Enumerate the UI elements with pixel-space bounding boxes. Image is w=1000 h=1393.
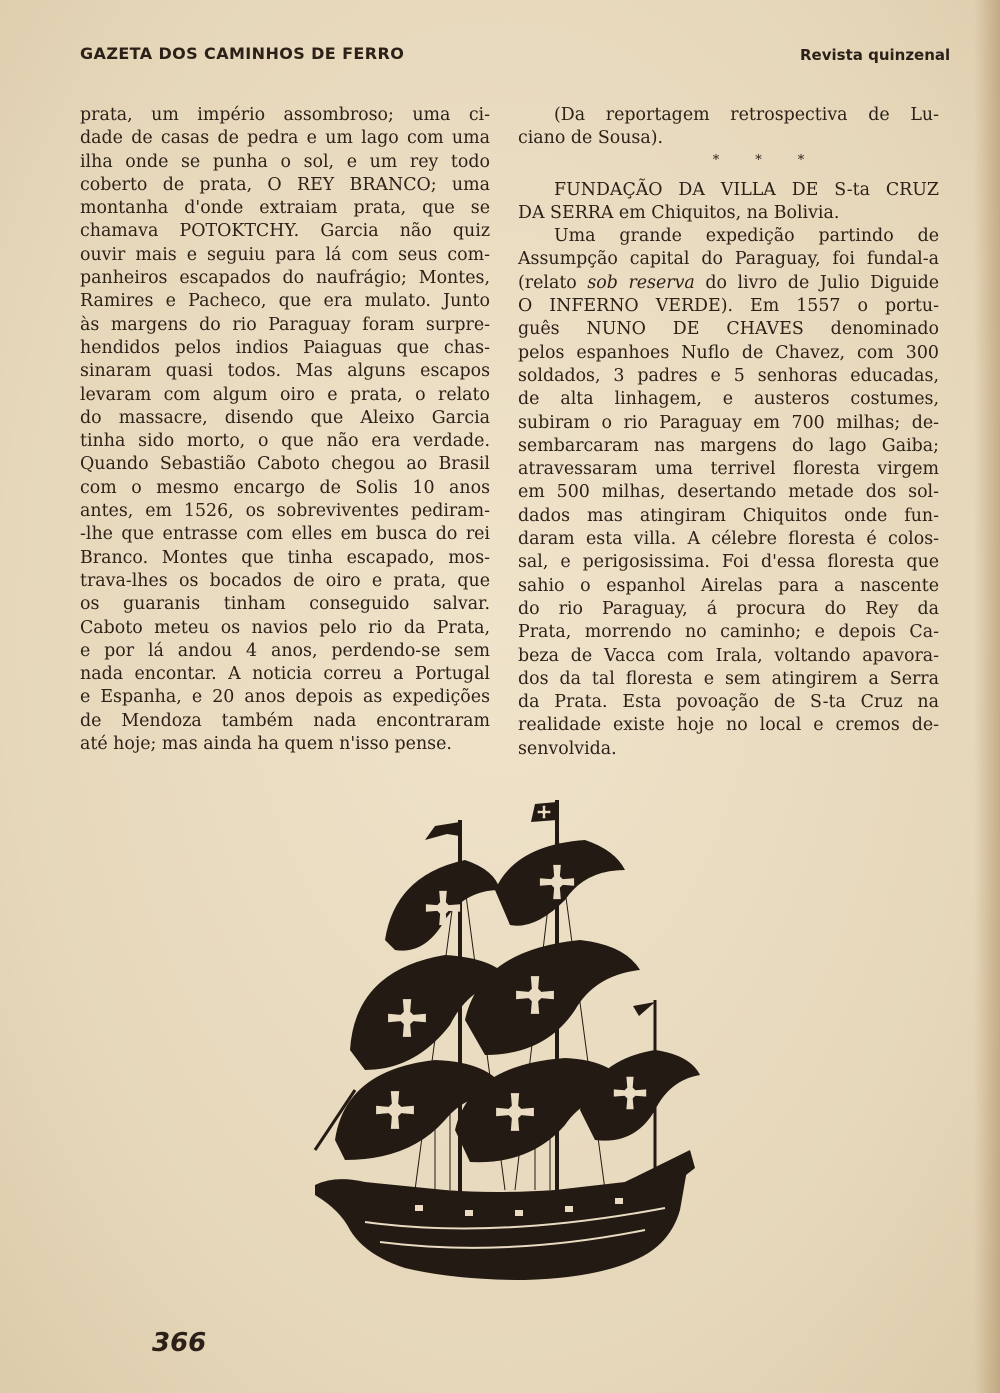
italic-phrase: sob reserva	[587, 272, 695, 293]
text-line: com o mesmo encargo de Solis 10 anos	[80, 477, 490, 498]
text-line: sinaram quasi todos. Mas alguns escapos	[80, 361, 490, 382]
text-line: de Mendoza também nada encontraram	[80, 710, 490, 731]
text-line: daram esta villa. A célebre floresta é colos-	[518, 529, 939, 550]
separator-star: *	[712, 152, 720, 168]
text-line: sembarcaram nas margens do lago Gaiba;	[518, 435, 939, 456]
text-line: ilha onde se punha o sol, e um rey todo	[80, 151, 490, 172]
text-line: da Prata. Esta povoação de S-ta Cruz na	[518, 692, 939, 713]
running-header-subtitle: Revista quinzenal	[800, 46, 951, 64]
running-header-title: GAZETA DOS CAMINHOS DE FERRO	[80, 44, 405, 63]
text-line: Prata, morrendo no caminho; e depois Ca-	[518, 622, 939, 643]
section-separator	[518, 151, 939, 171]
text-line: de alta linhagem, e austeros costumes,	[518, 389, 939, 410]
text-line: beza de Vacca com Irala, voltando apavora-	[518, 645, 939, 666]
section-heading: FUNDAÇÃO DA VILLA DE S-ta CRUZ	[554, 179, 939, 200]
text-line: sahio o espanhol Airelas para a nascente	[518, 575, 939, 596]
separator-star: *	[797, 152, 805, 168]
text-line: senvolvida.	[518, 738, 617, 759]
text-line: pelos espanhoes Nuflo de Chavez, com 300	[518, 342, 939, 363]
text-line: atravessaram uma terrivel floresta virgem	[518, 459, 939, 480]
text-line: Ramires e Pacheco, que era mulato. Junto	[80, 291, 490, 312]
text-line: ouvir mais e seguiu para lá com seus com-	[80, 244, 490, 265]
separator-star: *	[755, 152, 762, 168]
text-line: tinha sido morto, o que não era verdade.	[80, 431, 490, 452]
text-line: chamava POTOKTCHY. Garcia não quiz	[80, 221, 490, 242]
left-column	[80, 104, 490, 756]
caravel-illustration	[295, 790, 715, 1285]
page-edge-shadow	[974, 0, 1000, 1393]
text-line: guês NUNO DE CHAVES denominado	[518, 319, 939, 340]
text-line: nada encontar. A noticia correu a Portugal	[80, 664, 490, 685]
text-line: levaram com algum oiro e prata, o relato	[80, 384, 490, 405]
text-line: subiram o rio Paraguay em 700 milhas; de-	[518, 412, 939, 433]
text-line: prata, um império assombroso; uma ci-	[80, 105, 490, 125]
text-line: montanha d'onde extraiam prata, que se	[80, 198, 490, 219]
text-line: em 500 milhas, desertando metade dos sol-	[518, 482, 939, 503]
text-fragment: do livro de Julio Diguide	[694, 272, 939, 293]
text-line: realidade existe hoje no local e cremos de-	[518, 715, 939, 736]
text-line: dade de casas de pedra e um lago com uma	[80, 128, 490, 149]
text-line: Caboto meteu os navios pelo rio da Prata,	[80, 617, 490, 638]
text-line: hendidos pelos indios Paiaguas que chas-	[80, 337, 490, 358]
text-line: Branco. Montes que tinha escapado, mos-	[80, 547, 490, 568]
right-column	[518, 104, 939, 761]
text-line: dos da tal floresta e sem atingirem a Serra	[518, 668, 939, 689]
text-fragment: (relato	[518, 272, 588, 293]
text-line: os guaranis tinham conseguido salvar.	[80, 594, 490, 615]
text-line: -lhe que entrasse com elles em busca do rei	[80, 524, 490, 545]
credit-line: ciano de Sousa).	[518, 128, 664, 149]
text-line: panheiros escapados do naufrágio; Montes,	[80, 268, 490, 289]
text-line: e Espanha, e 20 anos depois as expedições	[80, 687, 490, 708]
text-line: Uma grande expedição partindo de	[554, 226, 939, 247]
text-line: e por lá andou 4 anos, perdendo-se sem	[80, 640, 490, 661]
text-line: dados mas atingiram Chiquitos onde fun-	[518, 505, 939, 526]
text-line: O INFERNO VERDE). Em 1557 o portu-	[518, 296, 939, 317]
text-line: às margens do rio Paraguay foram surpre-	[80, 314, 490, 335]
text-line: trava-lhes os bocados de oiro e prata, que	[80, 570, 490, 591]
text-line	[518, 272, 939, 295]
credit-line: (Da reportagem retrospectiva de Lu-	[554, 105, 939, 125]
text-line: coberto de prata, O REY BRANCO; uma	[80, 174, 490, 195]
page-number: 366	[152, 1328, 207, 1358]
text-line: até hoje; mas ainda ha quem n'isso pense.	[80, 734, 452, 755]
text-line: sal, e perigosissima. Foi d'essa floresta que	[518, 552, 939, 573]
text-line: antes, em 1526, os sobreviventes pediram-	[80, 501, 490, 522]
text-line: Assumpção capital do Paraguay, foi fundal-a	[518, 249, 939, 270]
text-line: soldados, 3 padres e 5 senhoras educadas,	[518, 365, 939, 386]
text-line: do rio Paraguay, á procura do Rey da	[518, 598, 939, 619]
text-line: do massacre, disendo que Aleixo Garcia	[80, 407, 490, 428]
section-heading: DA SERRA em Chiquitos, na Bolivia.	[518, 202, 840, 223]
text-line: Quando Sebastião Caboto chegou ao Brasil	[80, 454, 490, 475]
